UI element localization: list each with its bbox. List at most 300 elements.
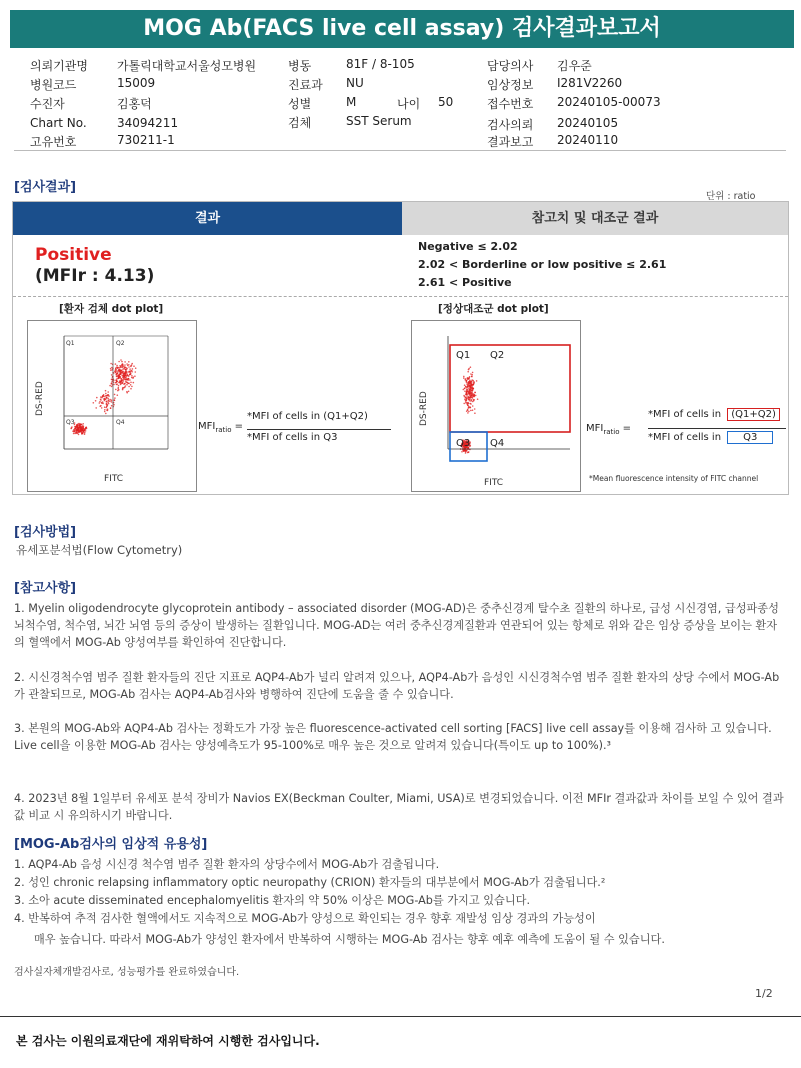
scatter-dot — [104, 406, 106, 408]
scatter-dot — [82, 423, 84, 425]
scatter-dot — [123, 374, 125, 376]
scatter-dot — [119, 367, 121, 369]
scatter-dot — [462, 449, 464, 451]
scatter-dot — [78, 429, 80, 431]
scatter-dot — [126, 367, 128, 369]
scatter-dot — [132, 377, 134, 379]
scatter-dot — [128, 366, 130, 368]
scatter-dot — [469, 389, 471, 391]
scatter-dot — [78, 434, 80, 436]
scatter-dot — [125, 381, 127, 383]
scatter-dot — [117, 373, 119, 375]
scatter-dot — [118, 382, 120, 384]
scatter-dot — [468, 382, 470, 384]
scatter-dot — [470, 403, 472, 405]
report-title: MOG Ab(FACS live cell assay) 검사결과보고서 — [10, 10, 794, 48]
note-paragraph: 3. 본원의 MOG-Ab와 AQP4-Ab 검사는 정확도가 가장 높은 fluorescence-activated cell sorting [FACS] live cell assay를 이용해 검사하 고 있습니다. Live cell을 이용한 MOG-Ab 검사는 양성예측도가 95-100%로 매우 높은 것으로 알려져 있습니다(특이도 up to 100%).³ — [14, 722, 772, 752]
scatter-dot — [107, 408, 109, 410]
scatter-dot — [466, 394, 468, 396]
scatter-dot — [126, 391, 128, 393]
scatter-dot — [121, 365, 123, 367]
scatter-dot — [132, 368, 134, 370]
scatter-dot — [131, 375, 133, 377]
fraction-bar — [648, 428, 786, 429]
patient-plot-svg — [28, 321, 196, 491]
scatter-dot — [123, 383, 125, 385]
scatter-dot — [126, 384, 128, 386]
scatter-dot — [128, 364, 130, 366]
scatter-dot — [101, 407, 103, 409]
scatter-dot — [475, 395, 477, 397]
info-label: 검사의뢰 — [487, 118, 534, 132]
scatter-dot — [133, 365, 135, 367]
scatter-dot — [120, 372, 122, 374]
footer-text: 본 검사는 이원의료재단에 재위탁하여 시행한 검사입니다. — [16, 1034, 320, 1048]
age-label: 나이 — [397, 97, 421, 111]
scatter-dot — [71, 426, 73, 428]
info-value: 김우준 — [557, 59, 592, 73]
scatter-dot — [85, 428, 87, 430]
scatter-dot — [81, 424, 83, 426]
scatter-dot — [463, 395, 465, 397]
scatter-dot — [117, 394, 119, 396]
scatter-dot — [469, 394, 471, 396]
scatter-dot — [121, 372, 123, 374]
scatter-dot — [474, 412, 476, 414]
q4-label: Q4 — [490, 438, 505, 449]
clinical-item: 3. 소아 acute disseminated encephalomyelitis 환자의 약 50% 이상은 MOG-Ab를 가지고 있습니다. — [14, 894, 530, 907]
scatter-dot — [466, 387, 468, 389]
footnote: *Mean fluorescence intensity of FITC channel — [589, 474, 759, 483]
note-paragraph: 1. Myelin oligodendrocyte glycoprotein antibody – associated disorder (MOG-AD)은 중추신경계 탈수초 질환의 하나로, 급성 시신경염, 급성파종성 뇌척수염, 척수염, 뇌간 뇌염 등의 증상이 발생하는 질환입니다. MOG-AD는 여러 중추신경계질환과 연관되어 있는 항체로 위와 같은 임상 증상을 보이는 환자의 혈액에서 MOG-Ab 양성여부를 확인하여 진단합니다. — [14, 602, 779, 649]
scatter-dot — [93, 402, 95, 404]
scatter-dot — [115, 368, 117, 370]
scatter-dot — [108, 403, 110, 405]
scatter-dot — [131, 363, 133, 365]
scatter-dot — [118, 385, 120, 387]
scatter-dot — [473, 381, 475, 383]
reference-line: 2.61 < Positive — [418, 276, 512, 289]
scatter-dot — [130, 382, 132, 384]
q2-label: Q2 — [116, 340, 125, 347]
scatter-dot — [121, 378, 123, 380]
scatter-dot — [469, 376, 471, 378]
scatter-dot — [472, 405, 474, 407]
scatter-dot — [131, 371, 133, 373]
scatter-dot — [131, 386, 133, 388]
q4-label: Q4 — [116, 419, 125, 426]
q3-label: Q3 — [456, 438, 471, 449]
scatter-dot — [470, 373, 472, 375]
info-label: 의뢰기관명 — [30, 59, 88, 73]
scatter-dot — [130, 373, 132, 375]
control-plot-svg — [412, 321, 580, 491]
patient-plot-title: [환자 검체 dot plot] — [59, 303, 164, 315]
scatter-dot — [124, 361, 126, 363]
clinical-item: 1. AQP4-Ab 음성 시신경 척수염 범주 질환 환자의 상당수에서 MOG-Ab가 검출됩니다. — [14, 858, 440, 871]
footer-divider — [0, 1016, 801, 1017]
scatter-dot — [125, 379, 127, 381]
scatter-dot — [115, 371, 117, 373]
scatter-dot — [472, 401, 474, 403]
scatter-dot — [107, 401, 109, 403]
scatter-dot — [135, 371, 137, 373]
scatter-dot — [127, 379, 129, 381]
clinical-title: [MOG-Ab검사의 임상적 유용성] — [14, 837, 208, 852]
formula-numerator: *MFI of cells in (Q1+Q2) — [247, 411, 368, 422]
scatter-dot — [117, 368, 119, 370]
scatter-dot — [110, 363, 112, 365]
scatter-dot — [117, 370, 119, 372]
info-label: 결과보고 — [487, 135, 534, 149]
scatter-dot — [116, 378, 118, 380]
scatter-dot — [129, 368, 131, 370]
method-title: [검사방법] — [14, 525, 77, 540]
scatter-dot — [80, 429, 82, 431]
result-status: Positive — [35, 245, 112, 265]
scatter-dot — [129, 371, 131, 373]
scatter-dot — [111, 386, 113, 388]
scatter-dot — [123, 378, 125, 380]
scatter-dot — [78, 425, 80, 427]
control-dot-plot — [411, 320, 581, 492]
method-text: 유세포분석법(Flow Cytometry) — [16, 543, 183, 557]
scatter-dot — [135, 367, 137, 369]
scatter-dot — [472, 409, 474, 411]
scatter-dot — [109, 385, 111, 387]
scatter-dot — [464, 390, 466, 392]
scatter-dot — [128, 361, 130, 363]
scatter-dot — [467, 389, 469, 391]
scatter-dot — [474, 392, 476, 394]
q1-label: Q1 — [66, 340, 75, 347]
scatter-dot — [129, 379, 131, 381]
scatter-dot — [110, 369, 112, 371]
scatter-dot — [107, 404, 109, 406]
scatter-dot — [108, 400, 110, 402]
page-number: 1/2 — [755, 987, 773, 1000]
scatter-dot — [111, 405, 113, 407]
scatter-dot — [471, 390, 473, 392]
scatter-dot — [466, 380, 468, 382]
scatter-dot — [126, 363, 128, 365]
scatter-dot — [472, 380, 474, 382]
scatter-dot — [82, 431, 84, 433]
info-label: 고유번호 — [30, 135, 77, 149]
mfi-label: $MFI_{ratio}$ = — [586, 423, 632, 436]
scatter-dot — [115, 389, 117, 391]
notes-title: [참고사항] — [14, 581, 77, 596]
scatter-dot — [118, 361, 120, 363]
info-label: 병동 — [288, 59, 312, 73]
scatter-dot — [86, 427, 88, 429]
scatter-dot — [70, 428, 72, 430]
info-value: 20240105-00073 — [557, 95, 661, 109]
info-label: 임상정보 — [487, 78, 534, 92]
scatter-dot — [73, 433, 75, 435]
scatter-dot — [468, 411, 470, 413]
mfi-ratio-value: (MFIr : 4.13) — [35, 266, 155, 286]
scatter-dot — [464, 384, 466, 386]
scatter-dot — [100, 396, 102, 398]
scatter-dot — [106, 405, 108, 407]
scatter-dot — [467, 386, 469, 388]
scatter-dot — [118, 374, 120, 376]
info-label: 담당의사 — [487, 59, 534, 73]
info-value: SST Serum — [346, 114, 412, 128]
scatter-dot — [124, 367, 126, 369]
scatter-dot — [471, 399, 473, 401]
info-value: M — [346, 95, 357, 109]
scatter-dot — [122, 363, 124, 365]
mfi-label: $MFI_{ratio}$ = — [198, 421, 244, 434]
scatter-dot — [470, 410, 472, 412]
scatter-dot — [125, 374, 127, 376]
x-axis-label: FITC — [104, 474, 124, 484]
formula-numerator: *MFI of cells in (Q1+Q2) — [648, 409, 780, 420]
scatter-dot — [125, 385, 127, 387]
info-label: 수진자 — [30, 97, 65, 111]
scatter-dot — [84, 433, 86, 435]
scatter-dot — [114, 397, 116, 399]
scatter-dot — [100, 399, 102, 401]
result-header: 결과 — [13, 202, 402, 235]
scatter-dot — [120, 370, 122, 372]
scatter-dot — [473, 396, 475, 398]
scatter-dot — [467, 371, 469, 373]
reference-line: Negative ≤ 2.02 — [418, 240, 518, 253]
scatter-dot — [111, 399, 113, 401]
scatter-dot — [103, 394, 105, 396]
scatter-dot — [476, 380, 478, 382]
clinical-item-continued: 매우 높습니다. 따라서 MOG-Ab가 양성인 환자에서 반복하여 시행하는 MOG-Ab 검사는 향후 예후 예측에 도움이 될 수 있습니다. — [34, 933, 665, 946]
scatter-dot — [111, 401, 113, 403]
reference-line: 2.02 < Borderline or low positive ≤ 2.61 — [418, 258, 667, 271]
title-bar — [0, 0, 801, 48]
info-value: 81F / 8-105 — [346, 57, 415, 71]
scatter-dot — [473, 388, 475, 390]
info-value: NU — [346, 76, 364, 90]
y-axis-label: DS-RED — [35, 381, 45, 416]
scatter-dot — [82, 433, 84, 435]
scatter-dot — [99, 402, 101, 404]
scatter-dot — [76, 433, 78, 435]
scatter-dot — [123, 380, 125, 382]
scatter-dot — [101, 402, 103, 404]
scatter-dot — [463, 376, 465, 378]
scatter-dot — [469, 395, 471, 397]
scatter-dot — [123, 365, 125, 367]
x-axis-label: FITC — [484, 478, 504, 488]
scatter-dot — [108, 394, 110, 396]
scatter-dot — [117, 381, 119, 383]
scatter-dot — [474, 408, 476, 410]
scatter-dot — [119, 380, 121, 382]
note-paragraph: 4. 2023년 8월 1일부터 유세포 분석 장비가 Navios EX(Beckman Coulter, Miami, USA)로 변경되었습니다. 이전 MFIr 결과값과 차이를 보일 수 있어 결과값 비교 시 유의하시기 바랍니다. — [14, 792, 784, 822]
scatter-dot — [99, 401, 101, 403]
info-label: 진료과 — [288, 78, 323, 92]
scatter-dot — [467, 391, 469, 393]
result-box — [12, 201, 789, 495]
scatter-dot — [467, 412, 469, 414]
scatter-dot — [466, 398, 468, 400]
scatter-dot — [77, 426, 79, 428]
formula-denominator: *MFI of cells in Q3 — [247, 432, 338, 443]
info-label: 검체 — [288, 116, 312, 130]
scatter-dot — [130, 384, 132, 386]
patient-dot-plot — [27, 320, 197, 492]
scatter-dot — [477, 398, 479, 400]
fraction-bar — [247, 429, 391, 430]
scatter-dot — [113, 384, 115, 386]
info-label: 병원코드 — [30, 78, 77, 92]
scatter-dot — [118, 387, 120, 389]
scatter-dot — [472, 372, 474, 374]
scatter-dot — [105, 393, 107, 395]
scatter-dot — [118, 389, 120, 391]
scatter-dot — [472, 393, 474, 395]
scatter-dot — [109, 400, 111, 402]
scatter-dot — [114, 400, 116, 402]
scatter-dot — [78, 423, 80, 425]
scatter-dot — [468, 378, 470, 380]
scatter-dot — [130, 388, 132, 390]
scatter-dot — [111, 383, 113, 385]
scatter-dot — [111, 374, 113, 376]
scatter-dot — [82, 425, 84, 427]
scatter-dot — [128, 386, 130, 388]
scatter-dot — [126, 372, 128, 374]
scatter-dot — [75, 429, 77, 431]
scatter-dot — [467, 387, 469, 389]
scatter-dot — [133, 382, 135, 384]
scatter-dot — [115, 363, 117, 365]
scatter-dot — [465, 393, 467, 395]
age-value: 50 — [438, 95, 454, 109]
scatter-dot — [115, 379, 117, 381]
y-axis-label: DS-RED — [419, 391, 429, 426]
validation-note: 검사실자체개발검사로, 성능평가를 완료하였습니다. — [14, 967, 240, 978]
q3-blue-label: Q3 — [727, 431, 773, 444]
reference-header: 참고치 및 대조군 결과 — [402, 202, 788, 235]
scatter-dot — [120, 359, 122, 361]
scatter-dot — [116, 384, 118, 386]
scatter-dot — [470, 366, 472, 368]
scatter-dot — [471, 376, 473, 378]
scatter-dot — [99, 405, 101, 407]
scatter-dot — [470, 382, 472, 384]
scatter-dot — [104, 409, 106, 411]
scatter-dot — [76, 426, 78, 428]
scatter-dot — [80, 427, 82, 429]
scatter-dot — [131, 364, 133, 366]
control-plot-title: [정상대조군 dot plot] — [438, 303, 549, 315]
scatter-dot — [78, 431, 80, 433]
info-label: 접수번호 — [487, 97, 534, 111]
scatter-dot — [105, 395, 107, 397]
scatter-dot — [104, 398, 106, 400]
scatter-dot — [121, 375, 123, 377]
scatter-dot — [127, 382, 129, 384]
scatter-dot — [465, 397, 467, 399]
scatter-dot — [121, 361, 123, 363]
info-value: 김홍덕 — [117, 97, 152, 111]
scatter-dot — [468, 407, 470, 409]
scatter-dot — [104, 411, 106, 413]
info-value: 20240105 — [557, 116, 619, 130]
info-value: 730211-1 — [117, 133, 175, 147]
scatter-dot — [121, 382, 123, 384]
scatter-dot — [128, 375, 130, 377]
clinical-item: 4. 반복하여 추적 검사한 혈액에서도 지속적으로 MOG-Ab가 양성으로 확인되는 경우 향후 재발성 임상 경과의 가능성이 — [14, 912, 596, 925]
scatter-dot — [468, 403, 470, 405]
scatter-dot — [95, 400, 97, 402]
result-section-title: [검사결과] — [14, 180, 77, 195]
q1q2-red-label: (Q1+Q2) — [727, 408, 780, 421]
scatter-dot — [107, 391, 109, 393]
q3-label: Q3 — [66, 419, 75, 426]
scatter-dot — [111, 367, 113, 369]
dashed-divider — [13, 296, 788, 297]
info-label: Chart No. — [30, 116, 87, 130]
scatter-dot — [118, 377, 120, 379]
scatter-dot — [470, 407, 472, 409]
scatter-dot — [124, 364, 126, 366]
scatter-dot — [116, 376, 118, 378]
scatter-dot — [105, 390, 107, 392]
scatter-dot — [107, 398, 109, 400]
note-paragraph: 2. 시신경척수염 범주 질환 환자들의 진단 지표로 AQP4-Ab가 널리 알려져 있으나, AQP4-Ab가 음성인 시신경척수염 범주 질환 환자의 상당 수에서 MOG-Ab가 관찰되므로, MOG-Ab 검사는 AQP4-Ab검사와 병행하여 진단에 도움을 줄 수 있습니다. — [14, 671, 780, 701]
scatter-dot — [463, 403, 465, 405]
scatter-dot — [96, 397, 98, 399]
scatter-dot — [73, 429, 75, 431]
scatter-dot — [134, 375, 136, 377]
scatter-dot — [130, 366, 132, 368]
scatter-dot — [468, 451, 470, 453]
scatter-dot — [73, 431, 75, 433]
scatter-dot — [467, 410, 469, 412]
scatter-dot — [124, 376, 126, 378]
scatter-dot — [95, 407, 97, 409]
info-divider — [14, 150, 786, 151]
info-value: 15009 — [117, 76, 156, 90]
info-value: 가톨릭대학교서울성모병원 — [117, 59, 257, 73]
q2-label: Q2 — [490, 350, 505, 361]
scatter-dot — [468, 369, 470, 371]
scatter-dot — [106, 401, 108, 403]
info-label: 성별 — [288, 97, 312, 111]
info-value: I281V2260 — [557, 76, 623, 90]
scatter-dot — [463, 377, 465, 379]
scatter-dot — [106, 397, 108, 399]
info-value: 34094211 — [117, 116, 179, 130]
scatter-dot — [472, 384, 474, 386]
scatter-dot — [461, 451, 463, 453]
scatter-dot — [116, 365, 118, 367]
scatter-dot — [128, 391, 130, 393]
scatter-dot — [113, 404, 115, 406]
scatter-dot — [105, 413, 107, 415]
scatter-dot — [82, 428, 84, 430]
info-value: 20240110 — [557, 133, 619, 147]
scatter-dot — [127, 371, 129, 373]
q1-label: Q1 — [456, 350, 471, 361]
scatter-dot — [470, 387, 472, 389]
scatter-dot — [114, 394, 116, 396]
scatter-dot — [122, 389, 124, 391]
unit-label: 단위 : ratio — [706, 191, 756, 202]
scatter-dot — [110, 407, 112, 409]
